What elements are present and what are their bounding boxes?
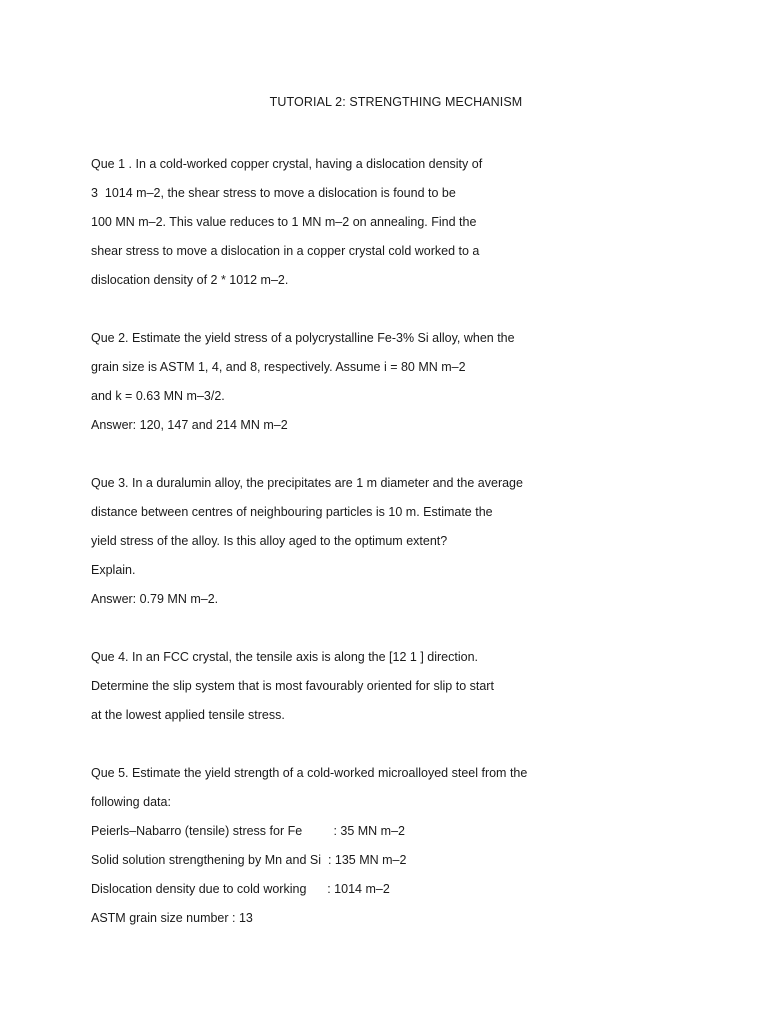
question-5-data-row: Dislocation density due to cold working : 1014 m–2 (91, 882, 390, 896)
question-4-line: Que 4. In an FCC crystal, the tensile axis is along the [12 1 ] direction. (91, 650, 478, 664)
question-1-line: 100 MN m–2. This value reduces to 1 MN m–2 on annealing. Find the (91, 215, 477, 229)
paragraph-gap (91, 614, 691, 643)
document-body (91, 150, 691, 933)
document-title: TUTORIAL 2: STRENGTHING MECHANISM (269, 95, 523, 109)
question-1-line: Que 1 . In a cold-worked copper crystal, having a dislocation density of (91, 157, 483, 171)
question-2-line: and k = 0.63 MN m–3/2. (91, 389, 225, 403)
question-3-line: Que 3. In a duralumin alloy, the precipitates are 1 m diameter and the average (91, 476, 523, 490)
question-5-data-row: Peierls–Nabarro (tensile) stress for Fe : 35 MN m–2 (91, 824, 405, 838)
question-5-data-row: ASTM grain size number : 13 (91, 911, 253, 925)
question-4-line: at the lowest applied tensile stress. (91, 708, 285, 722)
paragraph-gap (91, 295, 691, 324)
question-3 (91, 469, 691, 614)
question-1-line: shear stress to move a dislocation in a copper crystal cold worked to a (91, 244, 480, 258)
question-5-line: following data: (91, 795, 171, 809)
question-2-line: grain size is ASTM 1, 4, and 8, respectively. Assume i = 80 MN m–2 (91, 360, 466, 374)
question-5-data-row: Solid solution strengthening by Mn and Si : 135 MN m–2 (91, 853, 407, 867)
question-4-line: Determine the slip system that is most favourably oriented for slip to start (91, 679, 494, 693)
question-3-line: Explain. (91, 563, 136, 577)
paragraph-gap (91, 730, 691, 759)
question-2 (91, 324, 691, 440)
question-3-answer: Answer: 0.79 MN m–2. (91, 592, 219, 606)
question-2-answer: Answer: 120, 147 and 214 MN m–2 (91, 418, 288, 432)
question-2-line: Que 2. Estimate the yield stress of a polycrystalline Fe-3% Si alloy, when the (91, 331, 515, 345)
question-5 (91, 759, 691, 933)
question-3-line: distance between centres of neighbouring particles is 10 m. Estimate the (91, 505, 493, 519)
question-1 (91, 150, 691, 295)
question-4 (91, 643, 691, 730)
paragraph-gap (91, 440, 691, 469)
question-3-line: yield stress of the alloy. Is this alloy aged to the optimum extent? (91, 534, 448, 548)
question-1-line: dislocation density of 2 * 1012 m–2. (91, 273, 289, 287)
question-5-line: Que 5. Estimate the yield strength of a cold-worked microalloyed steel from the (91, 766, 528, 780)
question-1-line: 3 1014 m–2, the shear stress to move a dislocation is found to be (91, 186, 456, 200)
